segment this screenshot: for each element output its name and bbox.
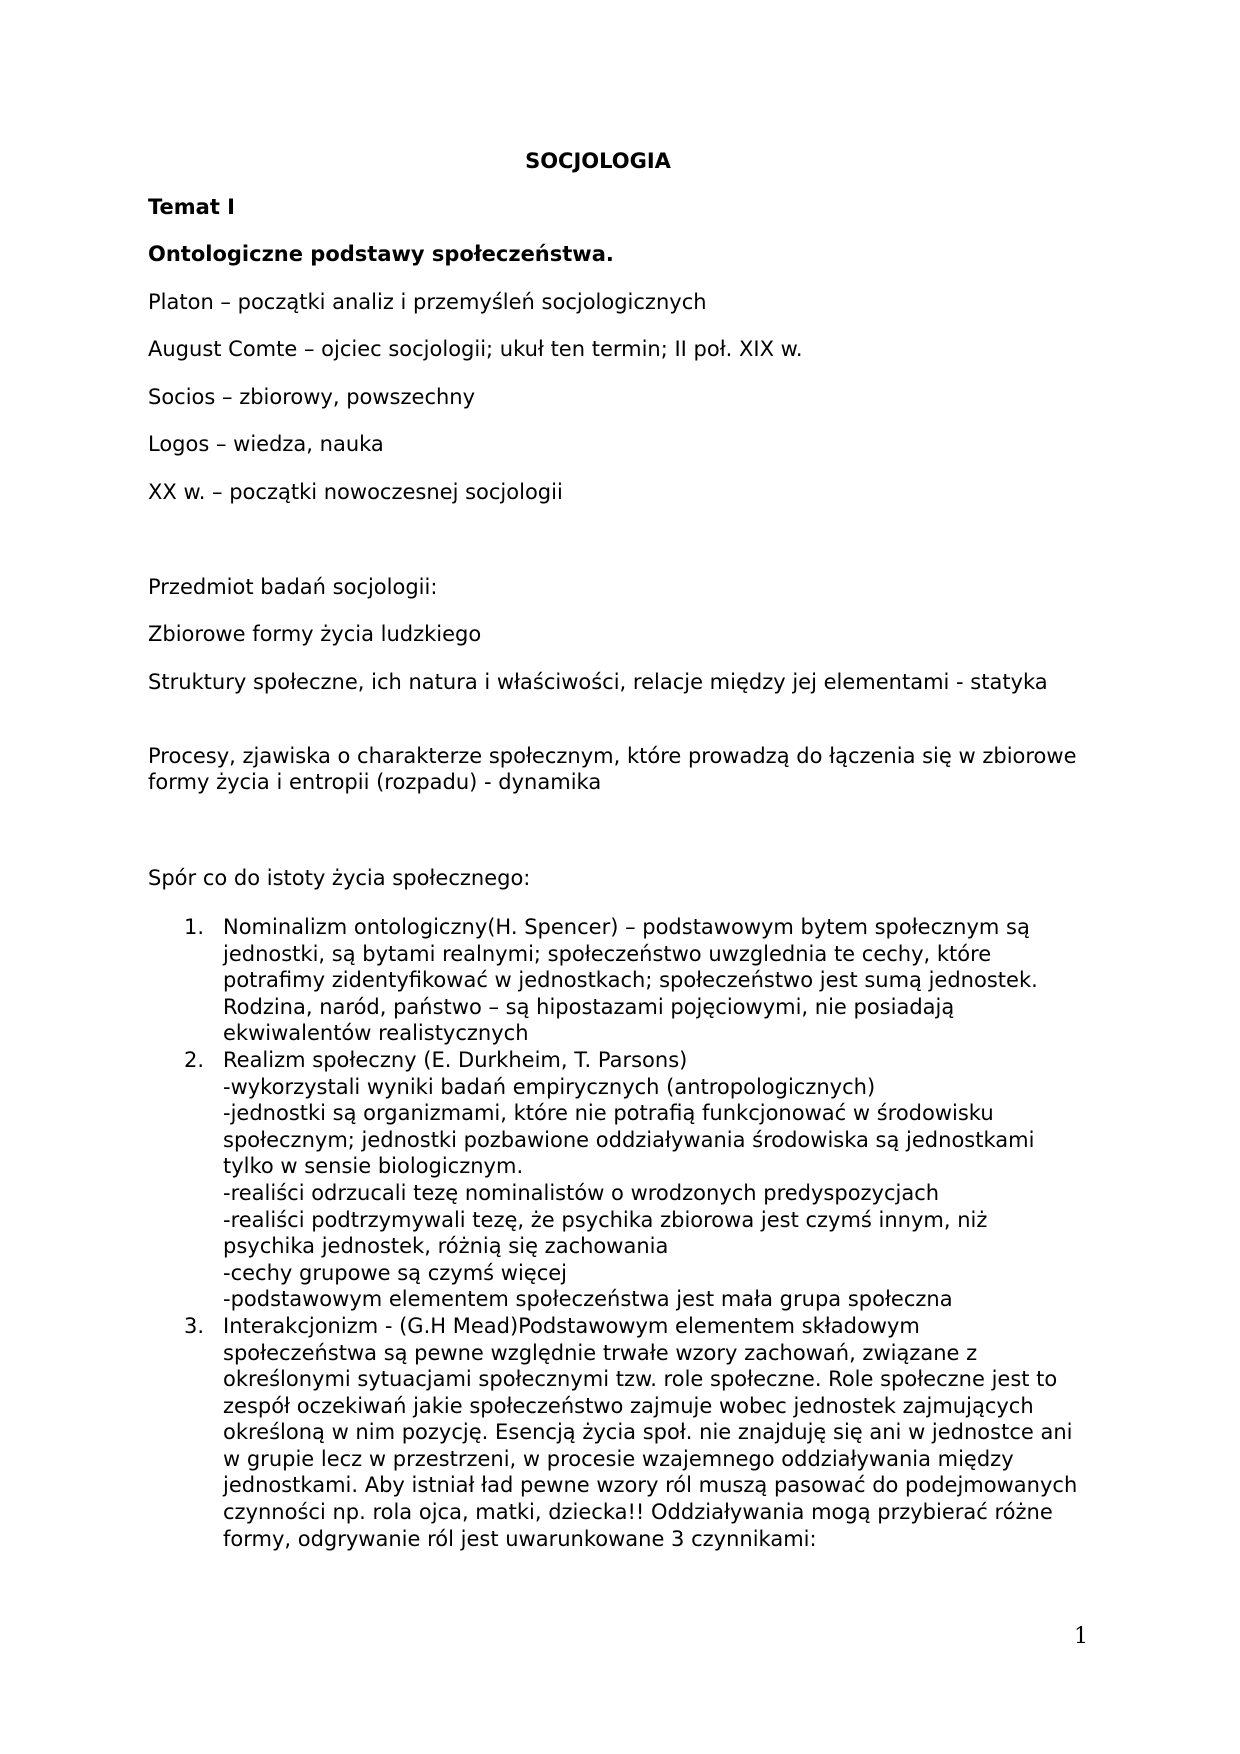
document-title: SOCJOLOGIA	[525, 149, 671, 173]
list-number: 1.	[184, 915, 205, 939]
list-item-text: Interakcjonizm - (G.H Mead)Podstawowym elementem składowym społeczeństwa są pewne względnie trwałe wzory zachowań, związane z określonymi sytuacjami społecznymi tzw. role społeczne. Role społeczne jest to zespół oczekiwań jakie społeczeństwo zajmuje wobec jednostek zajmujących określoną w nim pozycję. Esencją życia społ. nie znajduję się ani w jednostce ani w grupie lecz w przestrzeni, w procesie wzajemnego oddziaływania między jednostkami. Aby istniał ład pewne wzory ról muszą pasować do podejmowanych czynności np. rola ojca, matki, dziecka!! Oddziaływania mogą przybierać różne formy, odgrywanie ról jest uwarunkowane 3 czynnikami:	[223, 1313, 1078, 1551]
intro-line: August Comte – ojciec socjologii; ukuł ten termin; II poł. XIX w.	[148, 337, 803, 361]
subject-item: Zbiorowe formy życia ludzkiego	[148, 622, 482, 646]
list-item	[148, 914, 1078, 1047]
dispute-list	[148, 914, 1078, 1552]
intro-line: XX w. – początki nowoczesnej socjologii	[148, 480, 563, 504]
list-item-text: Nominalizm ontologiczny(H. Spencer) – podstawowym bytem społecznym są jednostki, są bytami realnymi; społeczeństwo uwzglednia te cechy, które potrafimy zidentyfikować w jednostkach; społeczeństwo jest sumą jednostek. Rodzina, naród, państwo – są hipostazami pojęciowymi, nie posiadają ekwiwalentów realistycznych	[223, 915, 1038, 1046]
subject-item: Struktury społeczne, ich natura i właściwości, relacje między jej elementami - statyka	[148, 670, 1048, 694]
subtitle-heading: Ontologiczne podstawy społeczeństwa.	[148, 242, 614, 266]
intro-line: Logos – wiedza, nauka	[148, 432, 384, 456]
page-number: 1	[1074, 1624, 1088, 1649]
dispute-heading: Spór co do istoty życia społecznego:	[148, 866, 531, 890]
list-number: 2.	[184, 1047, 205, 1072]
list-item	[148, 1047, 1078, 1313]
list-item-text: Realizm społeczny (E. Durkheim, T. Parsons) -wykorzystali wyniki badań empirycznych (antropologicznych) -jednostki są organizmami, które nie potrafią funkcjonować w środowisku społecznym; jednostki pozbawione oddziaływania środowiska są jednostkami tylko w sensie biologicznym. -realiści odrzucali tezę nominalistów o wrodzonych predyspozycjach -realiści podtrzymywali tezę, że psychika zbiorowa jest czymś innym, niż psychika jednostek, różnią się zachowania -cechy grupowe są czymś więcej -podstawowym elementem społeczeństwa jest mała grupa społeczna	[223, 1047, 1035, 1312]
subject-item: Procesy, zjawiska o charakterze społecznym, które prowadzą do łączenia się w zbiorowe formy życia i entropii (rozpadu) - dynamika	[148, 744, 1077, 794]
topic-heading: Temat I	[148, 195, 235, 219]
list-number: 3.	[184, 1313, 205, 1338]
intro-line: Socios – zbiorowy, powszechny	[148, 385, 476, 409]
list-item	[148, 1313, 1078, 1552]
intro-line: Platon – początki analiz i przemyśleń socjologicznych	[148, 290, 707, 314]
subject-heading: Przedmiot badań socjologii:	[148, 575, 438, 599]
